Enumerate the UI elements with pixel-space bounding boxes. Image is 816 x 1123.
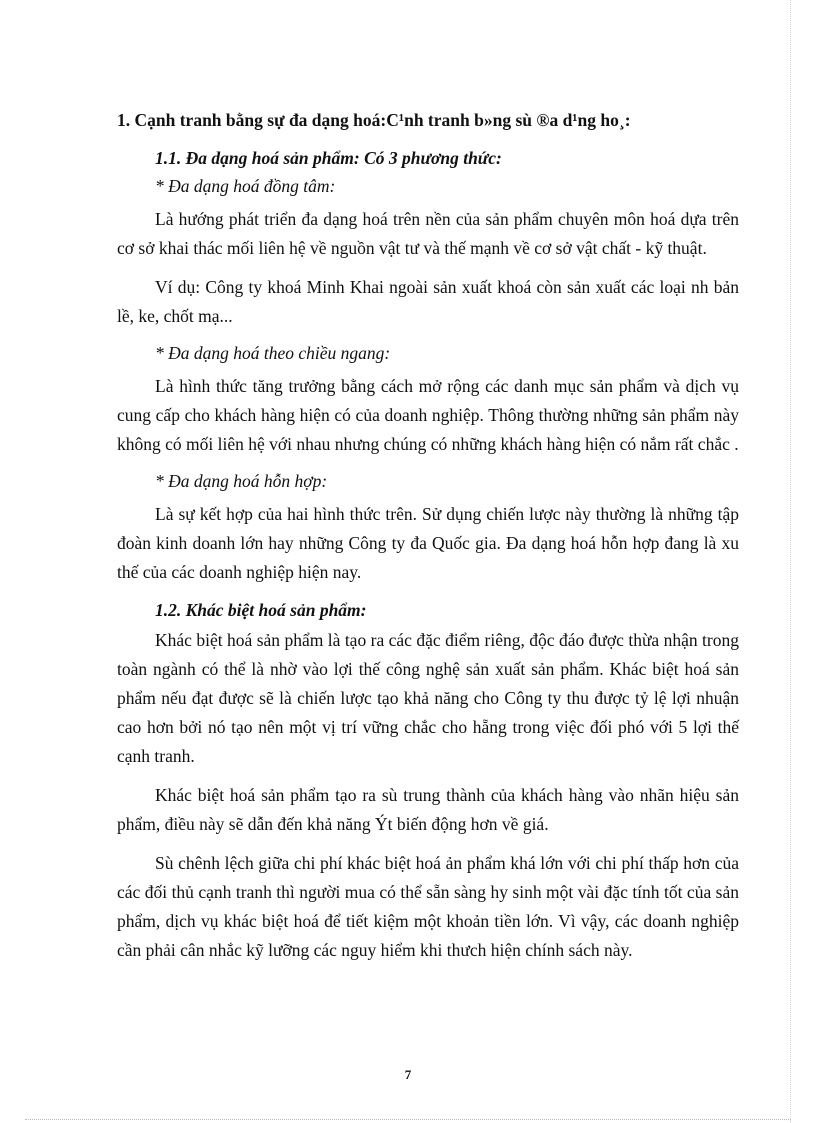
- horizontal-label: * Đa dạng hoá theo chiều ngang:: [155, 343, 391, 363]
- footer-divider: [25, 1119, 791, 1120]
- section-heading: 1. Cạnh tranh bằng sự đa dạng hoá:C¹nh tranh b»ng sù ®a d¹ng ho¸:: [117, 110, 631, 130]
- concentric-label: * Đa dạng hoá đồng tâm:: [155, 176, 336, 196]
- concentric-example: Ví dụ: Công ty khoá Minh Khai ngoài sản xuất khoá còn sản xuất các loại nh bản lề, ke, chốt mạ...: [117, 277, 739, 326]
- differentiation-para-1: Khác biệt hoá sản phẩm là tạo ra các đặc điểm riêng, độc đáo được thừa nhận trong toàn ngành có thể là nhờ vào lợi thế công nghệ sản xuất sản phẩm. Khác biệt hoá sản phẩm nếu đạt được sẽ là chiến lược tạo khả năng cho Công ty thu được tỷ lệ lợi nhuận cao hơn bởi nó tạo nên một vị trí vững chắc cho hẵng trong việc đối phó với 5 lợi thế cạnh tranh.: [117, 630, 739, 766]
- page-number: 7: [404, 1067, 412, 1082]
- differentiation-para-2: Khác biệt hoá sản phẩm tạo ra sù trung thành của khách hàng vào nhãn hiệu sản phẩm, điều này sẽ dẫn đến khả năng Ýt biến động hơn về giá.: [117, 785, 739, 834]
- subsection-title-1-2: 1.2. Khác biệt hoá sản phẩm:: [155, 600, 367, 620]
- subsection-title-1-1: 1.1. Đa dạng hoá sản phẩm: Có 3 phương thức:: [155, 148, 502, 168]
- differentiation-para-3: Sù chênh lệch giữa chi phí khác biệt hoá ản phẩm khá lớn với chi phí thấp hơn của các đối thủ cạnh tranh thì người mua có thể sẵn sàng hy sinh một vài đặc tính tốt của sản phẩm, dịch vụ khác biệt hoá để tiết kiệm một khoản tiền lớn. Vì vậy, các doanh nghiệp cần phải cân nhắc kỹ lưỡng các nguy hiểm khi thưch hiện chính sách này.: [117, 853, 739, 960]
- mixed-text: Là sự kết hợp của hai hình thức trên. Sử dụng chiến lược này thường là những tập đoàn kinh doanh lớn hay những Công ty đa Quốc gia. Đa dạng hoá hỗn hợp đang là xu thế của các doanh nghiệp hiện nay.: [117, 504, 739, 582]
- concentric-text: Là hướng phát triển đa dạng hoá trên nền của sản phẩm chuyên môn hoá dựa trên cơ sở khai thác mối liên hệ về nguồn vật tư và thế mạnh về cơ sở vật chất - kỹ thuật.: [117, 209, 739, 258]
- margin-guide: [790, 0, 791, 1123]
- mixed-label: * Đa dạng hoá hỗn hợp:: [155, 471, 328, 491]
- page-content: [117, 108, 739, 975]
- horizontal-text: Là hình thức tăng trưởng bằng cách mở rộng các danh mục sản phẩm và dịch vụ cung cấp cho khách hàng hiện có của doanh nghiệp. Thông thường những sản phẩm này không có mối liên hệ với nhau nhưng chúng có những khách hàng hiện có nắm rất chắc .: [117, 376, 739, 454]
